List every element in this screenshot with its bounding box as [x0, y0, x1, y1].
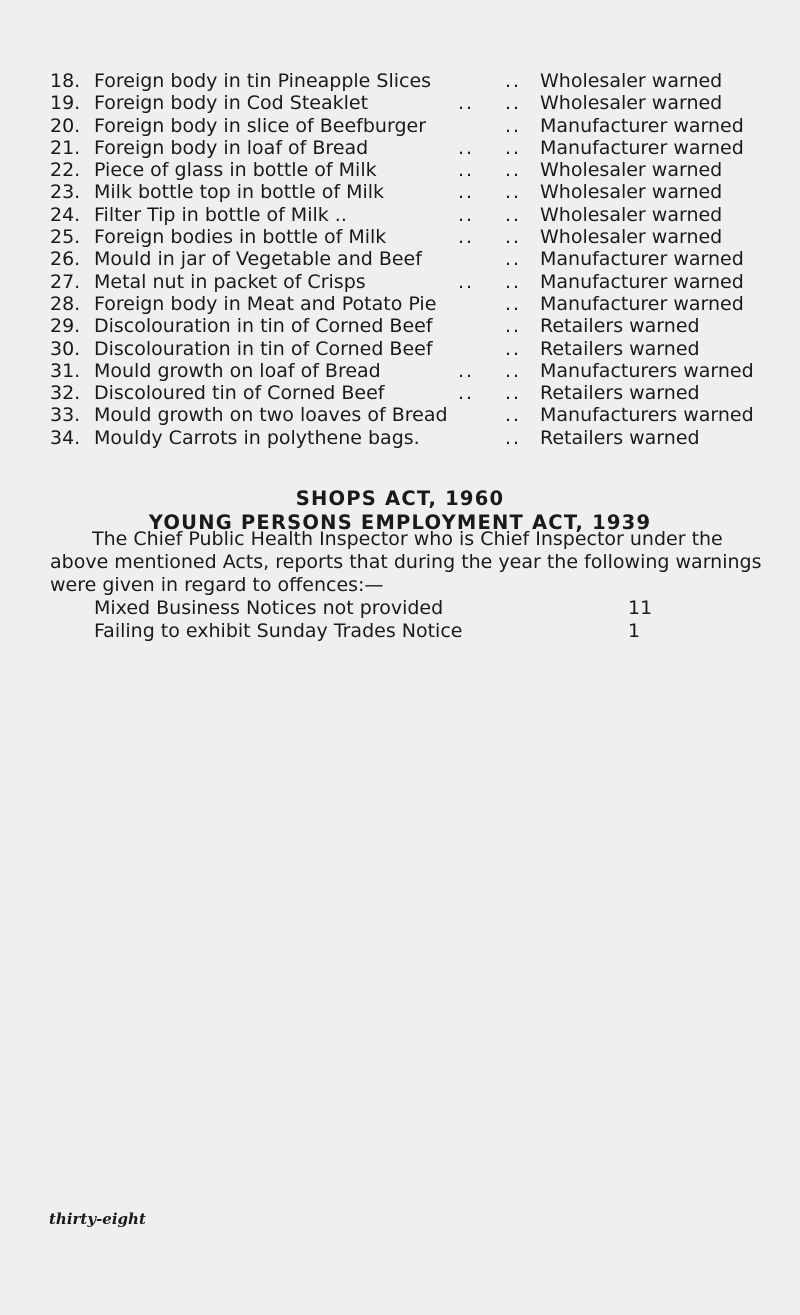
- complaint-action: Manufacturers warned: [540, 359, 754, 382]
- leader-dots: ..: [458, 181, 475, 204]
- complaint-row: [50, 159, 780, 181]
- complaint-row: [50, 204, 780, 226]
- complaint-description: Metal nut in packet of Crisps: [94, 270, 366, 293]
- section-heading-shops-act: SHOPS ACT, 1960: [295, 487, 505, 510]
- warning-label: Mixed Business Notices not provided: [94, 597, 444, 619]
- complaint-number: 30.: [50, 337, 81, 360]
- complaint-row: [50, 382, 780, 404]
- complaint-action: Retailers warned: [540, 426, 700, 449]
- complaint-row: [50, 271, 780, 293]
- leader-dots: ..: [505, 248, 522, 271]
- complaint-action: Wholesaler warned: [540, 92, 723, 115]
- complaint-number: 18.: [50, 70, 81, 92]
- complaint-row: [50, 293, 780, 315]
- leader-dots: ..: [505, 159, 522, 182]
- complaint-action: Manufacturer warned: [540, 248, 744, 271]
- leader-dots: ..: [505, 70, 522, 92]
- complaint-description: Foreign bodies in bottle of Milk: [94, 226, 387, 249]
- warning-row: [50, 620, 770, 643]
- complaint-number: 29.: [50, 315, 81, 338]
- leader-dots: ..: [458, 226, 475, 249]
- leader-dots: ..: [458, 203, 475, 226]
- leader-dots: ..: [505, 181, 522, 204]
- complaint-number: 22.: [50, 159, 81, 182]
- complaint-action: Manufacturer warned: [540, 136, 744, 159]
- paragraph-line: were given in regard to offences:—: [50, 574, 384, 596]
- complaint-number: 34.: [50, 426, 81, 449]
- complaint-description: Discoloured tin of Corned Beef: [94, 382, 385, 405]
- leader-dots: ..: [458, 92, 475, 115]
- complaint-number: 31.: [50, 359, 81, 382]
- complaint-row: [50, 248, 780, 270]
- section-heading-young-persons-act: YOUNG PERSONS EMPLOYMENT ACT, 1939: [148, 511, 652, 534]
- complaint-row: [50, 92, 780, 114]
- leader-dots: ..: [505, 270, 522, 293]
- complaint-action: Retailers warned: [540, 382, 700, 405]
- complaint-description: Mould in jar of Vegetable and Beef: [94, 248, 422, 271]
- leader-dots: ..: [458, 270, 475, 293]
- complaint-number: 24.: [50, 203, 81, 226]
- warning-label: Failing to exhibit Sunday Trades Notice: [94, 620, 463, 642]
- complaint-number: 21.: [50, 136, 81, 159]
- complaint-row: [50, 338, 780, 360]
- complaint-number: 33.: [50, 404, 81, 427]
- complaint-row: [50, 137, 780, 159]
- paragraph-line: The Chief Public Health Inspector who is Chief Inspector under the: [92, 528, 723, 550]
- leader-dots: ..: [458, 136, 475, 159]
- leader-dots: ..: [458, 359, 475, 382]
- complaint-description: Mould growth on two loaves of Bread: [94, 404, 448, 427]
- warning-count: 1: [628, 620, 641, 642]
- complaints-list: [50, 70, 780, 449]
- leader-dots: ..: [505, 404, 522, 427]
- complaint-description: Foreign body in slice of Beefburger: [94, 114, 426, 137]
- paragraph-line: above mentioned Acts, reports that during the year the following warnings: [50, 551, 762, 573]
- warning-count: 11: [628, 597, 653, 619]
- complaint-action: Wholesaler warned: [540, 70, 723, 92]
- complaint-number: 20.: [50, 114, 81, 137]
- complaint-action: Wholesaler warned: [540, 203, 723, 226]
- complaint-description: Mouldy Carrots in polythene bags.: [94, 426, 420, 449]
- complaint-number: 19.: [50, 92, 81, 115]
- complaint-description: Piece of glass in bottle of Milk: [94, 159, 377, 182]
- complaint-number: 23.: [50, 181, 81, 204]
- complaint-number: 28.: [50, 292, 81, 315]
- leader-dots: ..: [458, 159, 475, 182]
- complaint-description: Discolouration in tin of Corned Beef: [94, 315, 433, 338]
- leader-dots: ..: [458, 382, 475, 405]
- complaint-description: Filter Tip in bottle of Milk ..: [94, 203, 347, 226]
- complaint-description: Milk bottle top in bottle of Milk: [94, 181, 385, 204]
- complaint-action: Wholesaler warned: [540, 226, 723, 249]
- inspector-report-paragraph: [50, 528, 770, 643]
- complaint-action: Retailers warned: [540, 315, 700, 338]
- complaint-row: [50, 226, 780, 248]
- leader-dots: ..: [505, 315, 522, 338]
- leader-dots: ..: [505, 382, 522, 405]
- complaint-description: Foreign body in Meat and Potato Pie: [94, 292, 437, 315]
- leader-dots: ..: [505, 292, 522, 315]
- complaint-number: 26.: [50, 248, 81, 271]
- leader-dots: ..: [505, 426, 522, 449]
- leader-dots: ..: [505, 226, 522, 249]
- complaint-row: [50, 115, 780, 137]
- complaint-row: [50, 427, 780, 449]
- complaint-action: Manufacturer warned: [540, 270, 744, 293]
- complaint-action: Wholesaler warned: [540, 159, 723, 182]
- complaint-action: Manufacturers warned: [540, 404, 754, 427]
- complaint-row: [50, 70, 780, 92]
- complaint-action: Wholesaler warned: [540, 181, 723, 204]
- complaint-row: [50, 360, 780, 382]
- warning-row: [50, 597, 770, 620]
- complaint-row: [50, 404, 780, 426]
- leader-dots: ..: [505, 203, 522, 226]
- complaint-description: Mould growth on loaf of Bread: [94, 359, 381, 382]
- complaint-description: Discolouration in tin of Corned Beef: [94, 337, 433, 360]
- complaint-number: 32.: [50, 382, 81, 405]
- leader-dots: ..: [505, 114, 522, 137]
- complaint-description: Foreign body in tin Pineapple Slices: [94, 70, 432, 92]
- page-number-footer: thirty-eight: [49, 1210, 146, 1228]
- leader-dots: ..: [505, 136, 522, 159]
- leader-dots: ..: [505, 337, 522, 360]
- complaint-action: Retailers warned: [540, 337, 700, 360]
- complaint-number: 27.: [50, 270, 81, 293]
- complaint-description: Foreign body in loaf of Bread: [94, 136, 369, 159]
- complaint-action: Manufacturer warned: [540, 292, 744, 315]
- complaint-action: Manufacturer warned: [540, 114, 744, 137]
- complaint-number: 25.: [50, 226, 81, 249]
- leader-dots: ..: [505, 359, 522, 382]
- complaint-row: [50, 315, 780, 337]
- complaint-row: [50, 181, 780, 203]
- complaint-description: Foreign body in Cod Steaklet: [94, 92, 369, 115]
- leader-dots: ..: [505, 92, 522, 115]
